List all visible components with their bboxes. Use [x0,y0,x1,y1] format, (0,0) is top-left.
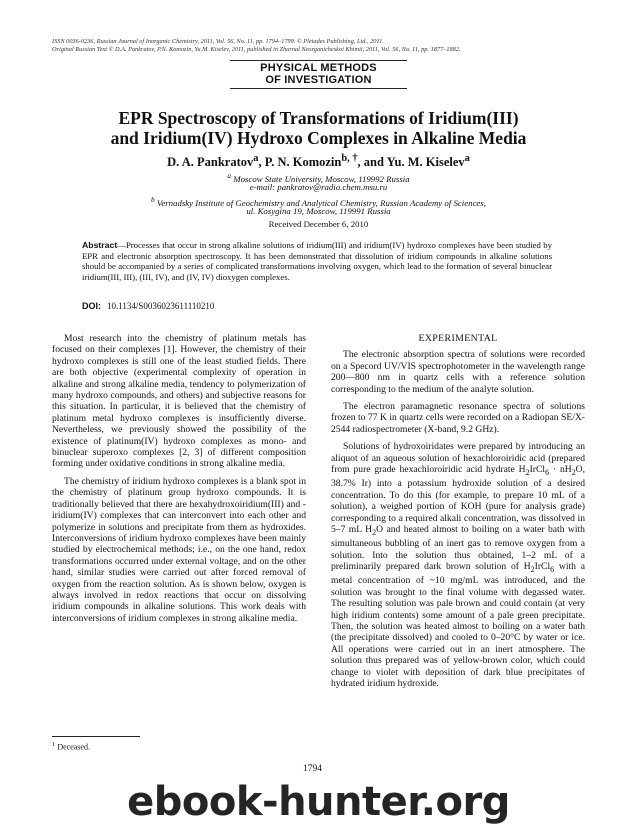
author-name: P. N. Komozin [264,155,342,170]
author-affiliation-mark: a [253,153,259,164]
right-column [331,333,585,696]
abstract [82,240,552,282]
experimental-heading: EXPERIMENTAL [418,333,498,344]
author-email: e-mail: pankratov@radio.chem.msu.ru [249,182,388,192]
author-separator: , [258,155,265,170]
paragraph: The electron paramagnetic resonance spectra of solutions frozen to 77 K in quartz cells were recorded on a Radiopan SE/X-2544 radiospectrometer (X-band, 9.2 GHz). [331,401,585,435]
affiliation-text: Moscow State University, Moscow, 119992 Russia [233,173,410,184]
section-rule-bottom [230,88,407,89]
received-date: Received December 6, 2010 [268,219,369,229]
author-name: D. A. Pankratov [167,155,254,170]
journal-header-line-1: ISSN 0036-0236, Russian Journal of Inorganic Chemistry, 2011, Vol. 56, No. 11, pp. 1794–1799. © Pleiades Publishing, Ltd., 2011. [52,38,384,45]
author-list [0,153,637,170]
author-affiliation-mark: a [464,153,470,164]
doi-value: 10.1134/S0036023611110210 [107,301,215,311]
left-column [52,333,306,630]
affiliation-mark: b [151,195,155,204]
footnote-text: Deceased. [57,742,90,752]
affiliation-b-address: ul. Kosygina 19, Moscow, 119991 Russia [246,206,391,216]
section-label-line-1: PHYSICAL METHODS [260,62,377,74]
paragraph: The chemistry of iridium hydroxo complexes is a blank spot in the chemistry of platinum group hydroxo compounds. It is traditionally believed that there are hexahydroxoiridium(III) and -iridium(IV) complexes that can interconvert into each other and polymerize in solutions and precipitate from them as hydroxides. Interconversions of iridium hydroxo complexes have been mainly studied by electrochemical methods; i.e., on the one hand, redox transformations occurred under external voltage, and on the other hand, similar studies were carried out after forced removal of oxygen from the reaction solution. As is shown below, oxygen is always involved in redox reactions that occur on dissolving iridium compounds in alkaline solutions. This work deals with interconversions of iridium complexes in strong alkaline media. [52,475,306,624]
abstract-text: —Processes that occur in strong alkaline solutions of iridium(III) and iridium(IV) hydroxo complexes have been studied by EPR and electronic absorption spectroscopy. It has been demonstrated that dissolution of iridium compounds in alkaline solutions should be accompanied by a series of complicated transformations involving oxygen, which lead to the formation of several binuclear iridium(III, III), (III, IV), and (IV, IV) dioxygen complexes. [82,240,552,282]
journal-header-line-2: Original Russian Text © D.A. Pankratov, P.N. Komozin, Yu.M. Kiselev, 2011, published in Zhurnal Neorganicheskoi Khimii, 2011, Vol. 56, No. 11, pp. 1877–1882. [52,46,461,53]
author-separator: , and [357,155,387,170]
abstract-label: Abstract [82,240,118,250]
page-number: 1794 [303,764,322,774]
watermark: ebook-hunter.org [127,779,510,825]
paper-title-line-1: EPR Spectroscopy of Transformations of Iridium(III) [118,108,519,128]
footnote-rule [52,736,140,737]
doi-label: DOI: [82,301,101,311]
paragraph: The electronic absorption spectra of solutions were recorded on a Specord UV/VIS spectrophotometer in the wavelength range 200—800 nm in quartz cells with a reference solution corresponding to the medium of the analyte solution. [331,349,585,395]
paragraph: Solutions of hydroxoiridates were prepared by introducing an aliquot of an aqueous solution of hexachloroiridic acid (prepared from pure grade hexachloroiridic acid hydrate $H_2IrCl_6 \cdot nH_2O$, 38.7% Ir) into a potassium hydroxide solution of a desired concentration. To do this (for example, to prepare 10 mL of a solution), a weighed portion of KOH (pure for analysis grade) corresponding to a required alkali concentration, was dissolved in 5–7 mL $H_2O$ and heated almost to boiling on a water bath with simultaneous bubbling of an inert gas to remove oxygen from a solution. Into the solution thus obtained, 1–2 mL of a preliminarily prepared dark brown solution of $H_2IrCl_6$ with a metal concentration of ~10 mg/mL was introduced, and the solution was brought to the final volume with degassed water. The resulting solution was pale brown and could contain (at very high iridium contents) some amount of a pale green precipitate. Then, the solution was heated almost to boiling on a water bath (the precipitate dissolved) and cooled to 0–20°C by water or ice. All operations were carried out in an inert atmosphere. The solution thus prepared was of yellow-brown color, which could change to violet with deposition of dark blue precipitates of hydrated iridium hydroxide. [331,441,585,690]
section-label-line-2: OF INVESTIGATION [265,74,372,86]
footnote [52,741,90,752]
doi [82,301,214,311]
affiliation-mark: a [227,171,232,180]
author-affiliation-mark: b, † [341,153,358,164]
author-name: Yu. M. Kiselev [386,155,465,170]
section-rule-top [230,60,407,61]
paragraph: Most research into the chemistry of platinum metals has focused on their complexes [1]. However, the chemistry of their hydroxo complexes is still one of the least studied fields. There are both objective (experimental complexity of operation in alkaline and strong alkaline media, tendency to polymerization of many hydroxo compounds, and others) and subjective reasons for this situation. In particular, it is believed that the chemistry of platinum metal hydroxo complexes is insufficiently diverse. Nevertheless, we previously showed the possibility of the existence of platinum(IV) hydroxo complexes as mono- and binuclear superoxo complexes [2, 3] of different composition forming under oxidative conditions in strong alkaline media. [52,333,306,470]
paper-title-line-2: and Iridium(IV) Hydroxo Complexes in Alkaline Media [110,128,527,148]
affiliation-text: Vernadsky Institute of Geochemistry and Analytical Chemistry, Russian Academy of Sciences, [156,197,486,208]
footnote-mark: 1 [52,741,56,748]
